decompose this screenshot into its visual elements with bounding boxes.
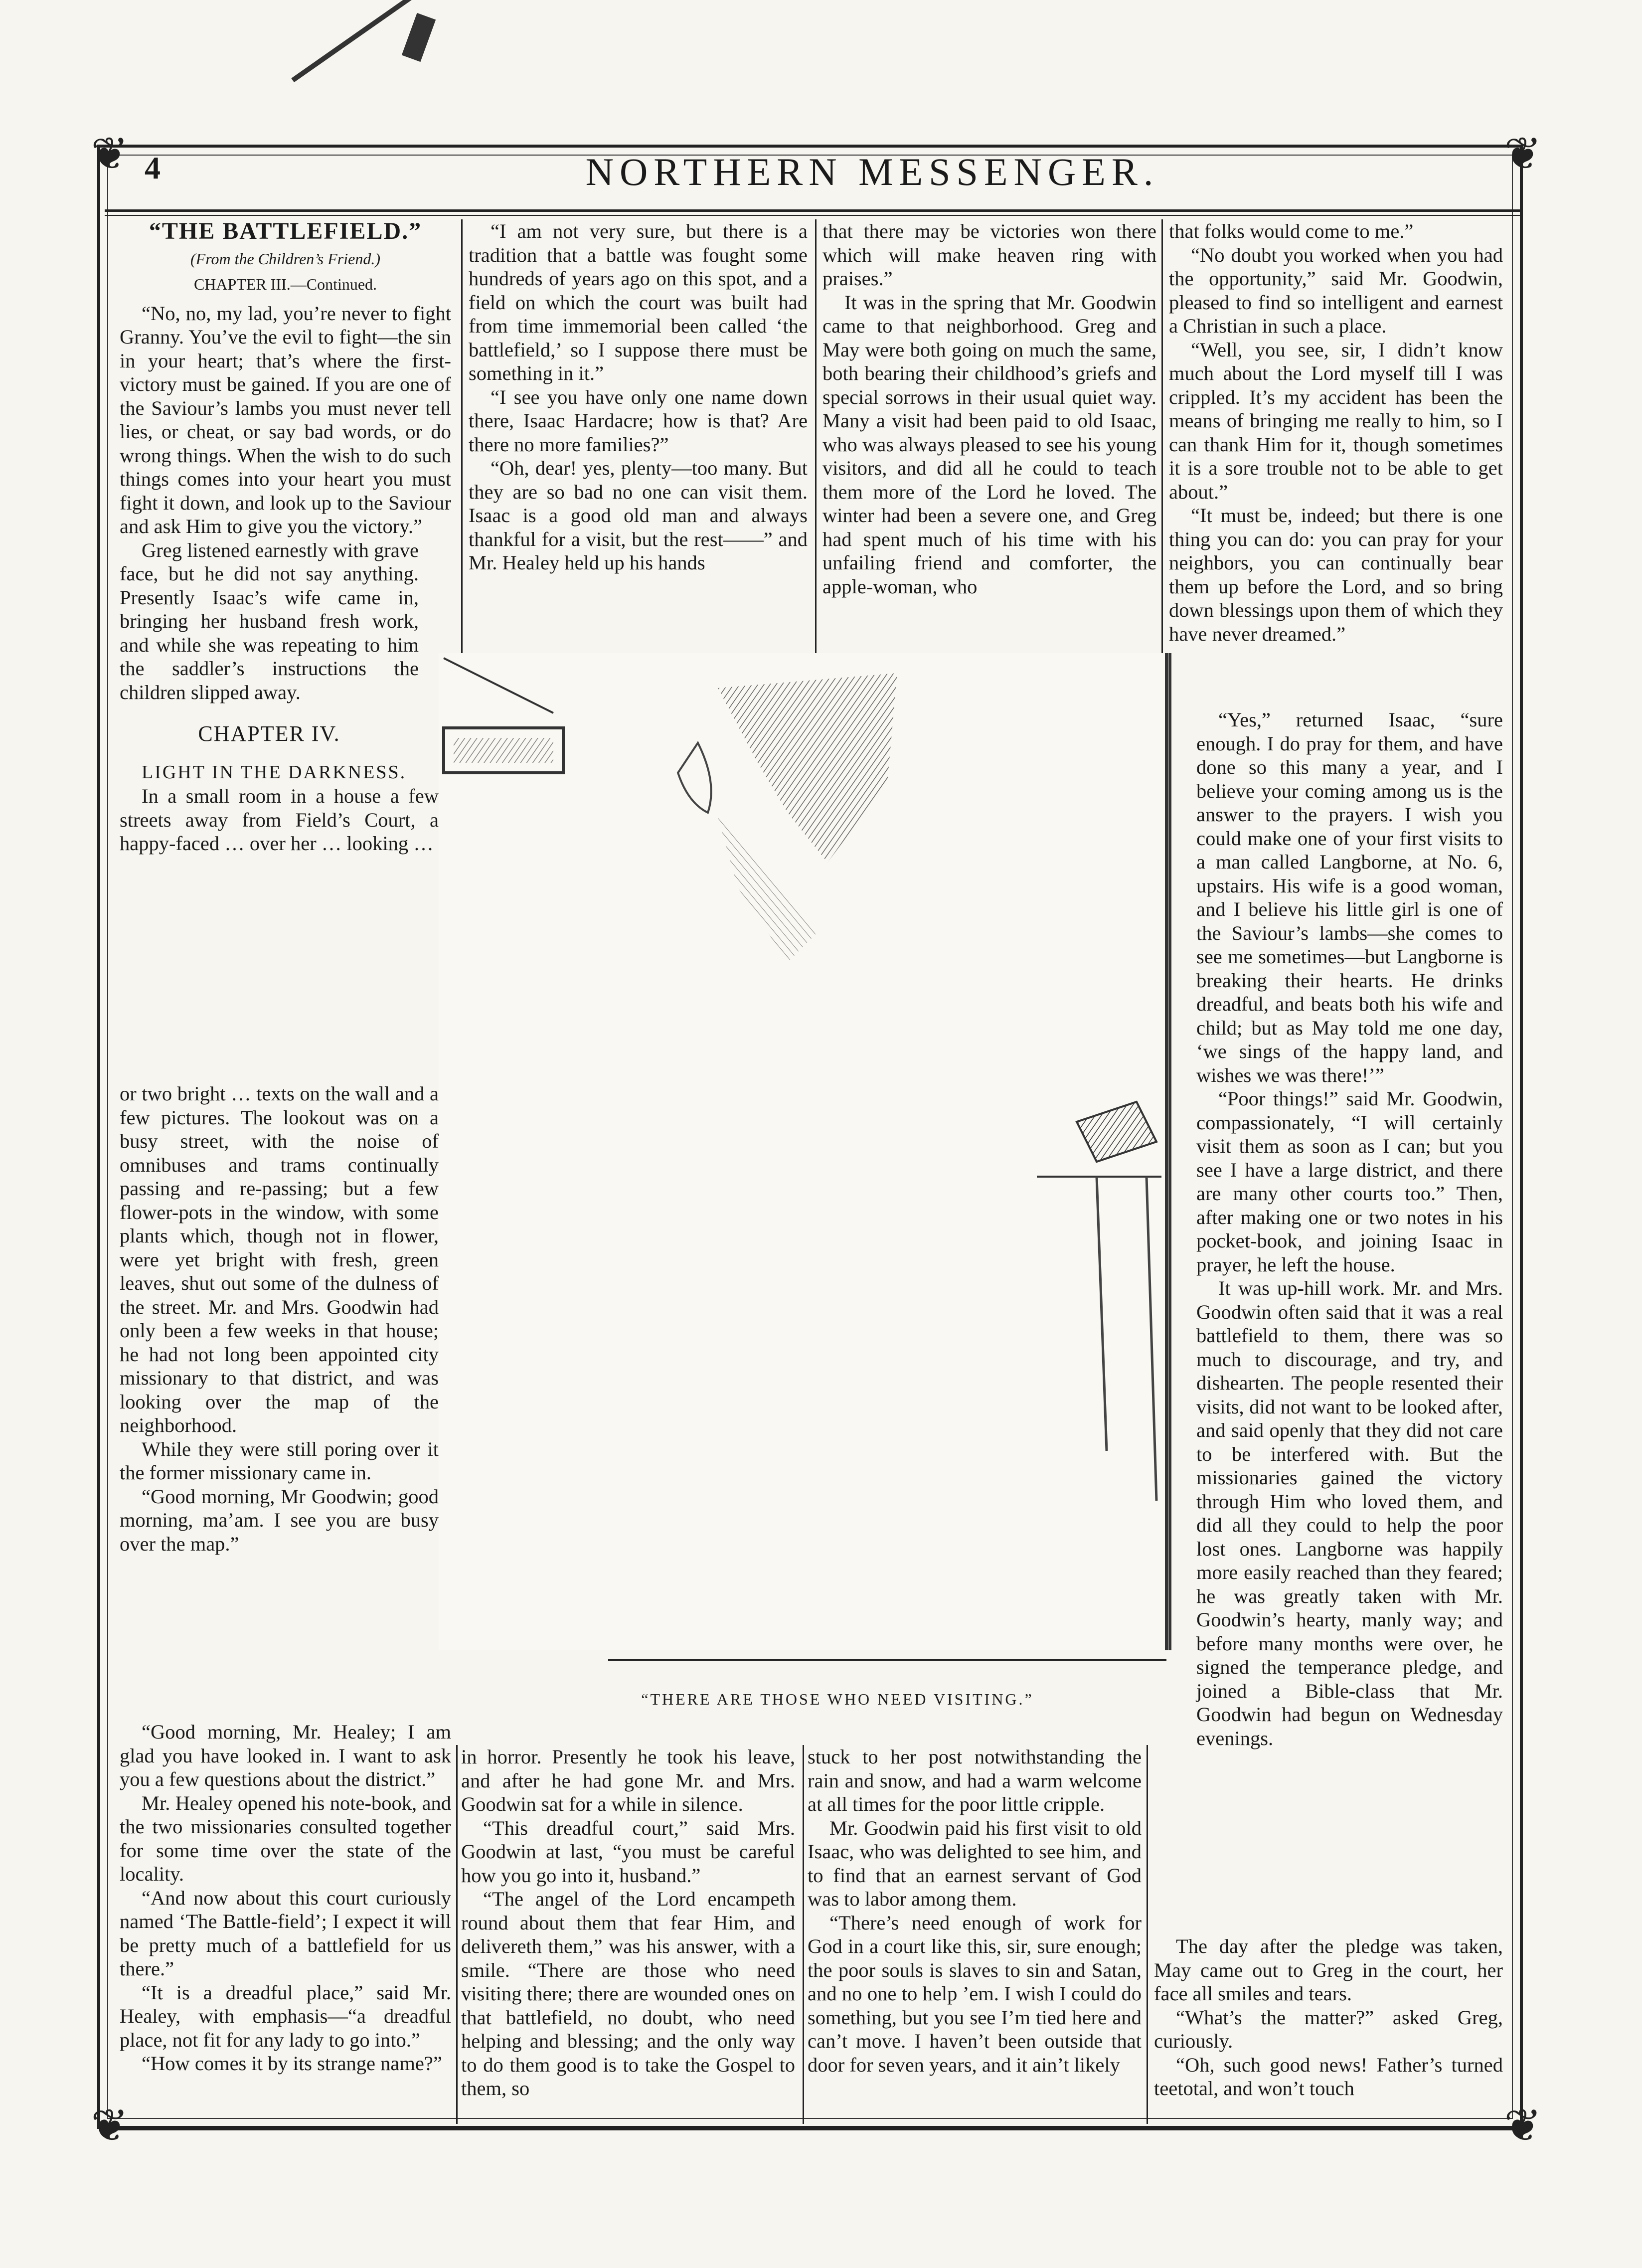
paragraph: “Yes,” returned Isaac, “sure enough. I do pray for them, and have done so this many a year, and I believe your coming among us is the answer to the prayers. I wish you could make one of your first visits to a man called Langborne, at No. 6, upstairs. His wife is a good woman, and I believe his little girl is one of the Saviour’s lambs—she comes to see me sometimes—but Langborne is breaking their hearts. He drinks dreadful, and beats both his wife and child; but as May told me one day, ‘we sings of the happy land, and wishes we was there!’” <box>1196 708 1503 1086</box>
illustration-caption: “THERE ARE THOSE WHO NEED VISITING.” <box>641 1690 1034 1708</box>
paragraph: “There’s need enough of work for God in a court like this, sir, sure enough; the poor souls is slaves to sin and Satan, and no one to help ’em. I wish I could do something, but you see I’m tied here and can’t move. I haven’t been outside that door for seven years, and it ain’t likely <box>808 1911 1142 2076</box>
paragraph: It was up-hill work. Mr. and Mrs. Goodwin often said that it was a real battlefield to them, there was so much to discourage, and try, and dishearten. The people resented their visits, did not want to be looked after, and said openly that they did not care to be interfered with. But the missionaries gained the victory through Him who loved them, and did all they could to help the poor lost ones. Langborne was happily more easily reached than they feared; he was greatly taken with Mr. Goodwin’s hearty, manly way; and before many months were over, he signed the temperance pledge, and joined a Bible-class that Mr. Goodwin had begun on Wednesday evenings. <box>1196 1277 1503 1749</box>
corner-ornament-bottom-right: ❦ <box>1504 2101 1542 2151</box>
article-column-1-lower <box>120 1082 439 1556</box>
paragraph: that folks would come to me.” <box>1169 220 1414 242</box>
article-column-3-bottom <box>808 1745 1142 2077</box>
paragraph: “The angel of the Lord encampeth round about them that fear Him, and delivereth them,” was his answer, with a smile. “There are those who need visiting there; there are wounded ones on that battlefield, no doubt, who need helping and blessing; and the only way to do them good is to take the Gospel to them, so <box>461 1888 795 2099</box>
paragraph: stuck to her post notwithstanding the rain and snow, and had a warm welcome at all times for the poor little cripple. <box>808 1745 1142 1815</box>
paragraph: “Good morning, Mr Goodwin; good morning, ma’am. I see you are busy over the map.” <box>120 1485 439 1555</box>
article-column-4 <box>1169 219 1503 646</box>
paragraph: “Poor things!” said Mr. Goodwin, compassionately, “I will certainly visit them as soon as I can; but you see I have a large district, and there are many other courts too.” Then, after making one or two notes in his pocket-book, and joining Isaac in prayer, he left the house. <box>1196 1087 1503 1276</box>
masthead: NORTHERN MESSENGER. <box>585 150 1159 193</box>
paragraph: “Oh, dear! yes, plenty—too many. But they are so bad no one can visit them. Isaac is a good old man and always thankful for a visit, but the rest——” and Mr. Healey held up his hands <box>469 457 808 574</box>
header-rule <box>105 209 1522 216</box>
footer-rule <box>105 2129 1522 2130</box>
paragraph: “I am not very sure, but there is a tradition that a battle was fought some hundreds of years ago on this spot, and a field on which the court was built had from time immemorial been called ‘the battlefield,’ so I suppose there must be something in it.” <box>469 220 808 384</box>
paragraph: “No, no, my lad, you’re never to fight Granny. You’ve the evil to fight—the sin in your heart; that’s where the first-victory must be gained. If you are one of the Saviour’s lambs you must never tell lies, or cheat, or say bad words, or do wrong things. When the wish to do such things comes into your heart you must fight it down, and look up to the Saviour and ask Him to give you the victory.” <box>120 302 451 537</box>
paragraph: “It must be, indeed; but there is one thing you can do: you can pray for your neighbors, you can continually bear them up before the Lord, and so bring down blessings upon them of which they have never dreamed.” <box>1169 504 1503 645</box>
page-number: 4 <box>145 150 161 185</box>
shoulder-hatching <box>718 818 818 962</box>
corner-ornament-bottom-left: ❦ <box>91 2101 129 2151</box>
chapter-continued: CHAPTER III.—Continued. <box>193 275 377 293</box>
article-title: “THE BATTLEFIELD.” <box>149 218 422 244</box>
corner-ornament-top-right: ❦ <box>1504 130 1542 179</box>
paragraph: It was in the spring that Mr. Goodwin came to that neighborhood. Greg and May were both going on much the same, both bearing their childhood’s griefs and special sorrows in their usual quiet way. Many a visit had been paid to old Isaac, who was always pleased to see his young visitors, and did all he could to teach them more of the Lord he loved. The winter had been a severe one, and Greg had spent much of his time with his unfailing friend and comforter, the apple-woman, who <box>822 291 1156 598</box>
paragraph: In a small room in a house a few streets away from Field’s Court, a happy-faced … over her … looking … <box>120 785 439 855</box>
article-column-1-bottom <box>120 1720 451 2076</box>
paragraph: Mr. Goodwin paid his first visit to old Isaac, who was delighted to see him, and to find that an earnest servant of God was to labor among them. <box>808 1816 1142 1910</box>
article-column-4-lower <box>1196 708 1503 1750</box>
article-column-2 <box>469 219 808 575</box>
article-column-2-bottom <box>461 1745 795 2100</box>
article-column-3 <box>822 219 1156 598</box>
chapter-title: LIGHT IN THE DARKNESS. <box>142 761 407 783</box>
ink-smudge <box>402 13 436 62</box>
paragraph: “Good morning, Mr. Healey; I am glad you have looked in. I want to ask you a few questions about the district.” <box>120 1721 451 1790</box>
paragraph: Greg listened earnestly with grave face, but he did not say anything. Presently Isaac’s wife came in, bringing her husband fresh work, and while she was repeating to him the saddler’s instructions the children slipped away. <box>120 538 419 703</box>
column-divider <box>1147 1745 1148 2124</box>
paragraph: “Well, you see, sir, I didn’t know much about the Lord myself till I was crippled. It’s my accident has been the means of bringing me really to him, so I can thank Him for it, though sometimes it is a sore trouble not to be able to get about.” <box>1169 338 1503 503</box>
paragraph: The day after the pledge was taken, May came out to Greg in the court, her face all smiles and tears. <box>1154 1935 1503 2005</box>
paragraph: that there may be victories won there which will make heaven ring with praises.” <box>822 220 1156 290</box>
paragraph: Mr. Healey opened his note-book, and the two missionaries consulted together for some time over the state of the locality. <box>120 1791 451 1885</box>
corner-ornament-top-left: ❦ <box>91 130 129 179</box>
article-column-1 <box>120 219 451 856</box>
column-divider <box>803 1745 804 2124</box>
paragraph: “I see you have only one name down there, Isaac Hardacre; how is that? Are there no more families?” <box>469 385 808 456</box>
hair-hatching <box>718 673 897 863</box>
illustration-rule <box>608 1659 1166 1661</box>
paragraph: “How comes it by its strange name?” <box>142 2052 442 2075</box>
paragraph: in horror. Presently he took his leave, and after he had gone Mr. and Mrs. Goodwin sat for a while in silence. <box>461 1745 795 1815</box>
paragraph: “This dreadful court,” said Mrs. Goodwin at last, “you must be careful how you go into it, husband.” <box>461 1816 795 1887</box>
paragraph: “And now about this court curiously named ‘The Battle-field’; I expect it will be pretty much of a battlefield for us there.” <box>120 1886 451 1980</box>
ink-smudge <box>291 0 416 82</box>
engraving-drawing <box>439 653 1168 1650</box>
engraving-illustration <box>439 653 1171 1650</box>
paragraph: “What’s the matter?” asked Greg, curiously. <box>1154 2006 1503 2052</box>
face-profile <box>678 743 711 813</box>
paragraph: While they were still poring over it the former missionary came in. <box>120 1437 439 1484</box>
article-column-4-bottom <box>1154 1934 1503 2100</box>
paragraph: “No doubt you worked when you had the opportunity,” said Mr. Goodwin, pleased to find so intelligent and earnest a Christian in such a place. <box>1169 243 1503 337</box>
column-divider <box>1161 219 1163 653</box>
article-source: (From the Children’s Friend.) <box>190 249 380 268</box>
chapter-heading: CHAPTER IV. <box>198 721 340 746</box>
paragraph: or two bright … texts on the wall and a few pictures. The lookout was on a busy street, with the noise of omnibuses and trams continually passing and re-passing; but a few flower-pots in the window, with some plants which, though not in flower, were yet bright with fresh, green leaves, shut out some of the dulness of the street. Mr. and Mrs. Goodwin had only been a few weeks in that house; he had not long been appointed city missionary to that district, and was looking over the map of the neighborhood. <box>120 1082 439 1436</box>
paragraph: “Oh, such good news! Father’s turned teetotal, and won’t touch <box>1154 2053 1503 2099</box>
column-divider <box>815 219 817 653</box>
book-shape <box>1077 1102 1156 1162</box>
paragraph: “It is a dreadful place,” said Mr. Healey, with emphasis—“a dreadful place, not fit for any lady to go into.” <box>120 1981 451 2051</box>
column-divider <box>456 1745 458 2124</box>
column-divider <box>461 219 463 653</box>
